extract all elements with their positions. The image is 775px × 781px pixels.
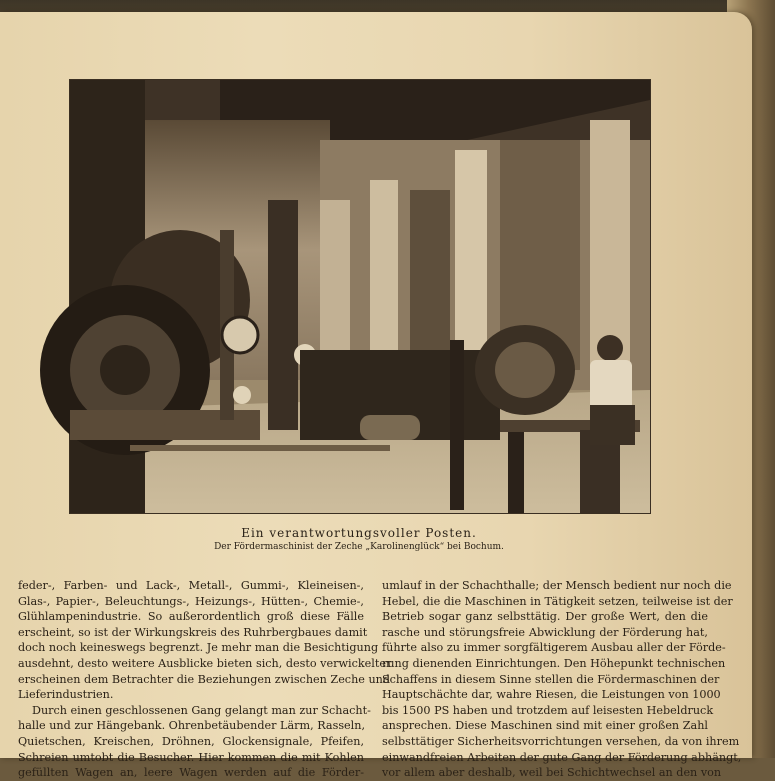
text-line: Hauptschächte dar, wahre Riesen, die Leistungen von 1000 <box>382 688 721 702</box>
text-line: führte also zu immer sorgfältigerem Ausbau aller der Förde- <box>382 641 726 655</box>
engine-room-illustration <box>70 80 650 513</box>
text-column-right <box>382 578 742 781</box>
text-line: Lieferindustrien. <box>18 688 114 702</box>
text-line: feder-, Farben- und Lack-, Metall-, Gummi-, Kleineisen-, <box>18 579 364 592</box>
text-line: vor allem aber deshalb, weil bei Schichtwechsel an den von <box>382 766 722 780</box>
text-line: ansprechen. Diese Maschinen sind mit einer großen Zahl <box>382 719 708 733</box>
photo-caption-title: Ein verantwortungsvoller Posten. <box>241 526 477 540</box>
text-line: gefüllten Wagen an, leere Wagen werden auf die Förder- <box>18 766 364 780</box>
text-line: erscheint, so ist der Wirkungskreis des Ruhrbergbaues damit <box>18 625 368 639</box>
text-line: Quietschen, Kreischen, Dröhnen, Glockensignale, Pfeifen, <box>18 734 364 748</box>
text-line: Glas-, Papier-, Beleuchtungs-, Heizungs-, Hütten-, Chemie-, <box>18 594 364 608</box>
text-line: Schaffens in diesem Sinne stellen die Fördermaschinen der <box>382 672 720 686</box>
text-line: einwandfreien Arbeiten der gute Gang der Förderung abhängt, <box>382 750 742 764</box>
text-line: rasche und störungsfreie Abwicklung der Förderung hat, <box>382 625 708 639</box>
text-line: ausdehnt, desto weitere Ausblicke bieten sich, desto verwickelter <box>18 656 392 670</box>
text-line: Schreien umtobt die Besucher. Hier kommen die mit Kohlen <box>18 750 364 764</box>
text-line: Betrieb sogar ganz selbsttätig. Der große Wert, den die <box>382 610 708 624</box>
text-line: erscheinen dem Betrachter die Beziehungen zwischen Zeche und <box>18 672 391 686</box>
text-line: Hebel, die die Maschinen in Tätigkeit setzen, teilweise ist der <box>382 594 733 608</box>
text-line: halle und zur Hängebank. Ohrenbetäubender Lärm, Rasseln, <box>18 719 366 733</box>
text-column-left <box>18 578 392 781</box>
engine-room-photograph <box>69 79 651 514</box>
text-line: rung dienenden Einrichtungen. Den Höhepunkt technischen <box>382 656 726 670</box>
photo-caption-subtitle: Der Fördermaschinist der Zeche „Karolinenglück“ bei Bochum. <box>214 542 504 552</box>
book-page <box>0 12 752 780</box>
text-line: umlauf in der Schachthalle; der Mensch bedient nur noch die <box>382 579 732 592</box>
text-line: selbsttätiger Sicherheitsvorrichtungen versehen, da von ihrem <box>382 734 740 748</box>
text-line: Glühlampenindustrie. So außerordentlich groß diese Fälle <box>18 610 364 624</box>
text-line: Durch einen geschlossenen Gang gelangt man zur Schacht- <box>32 703 371 717</box>
text-line: bis 1500 PS haben und trotzdem auf leisesten Hebeldruck <box>382 703 714 717</box>
text-line: doch noch keineswegs begrenzt. Je mehr man die Besichtigung <box>18 641 379 655</box>
